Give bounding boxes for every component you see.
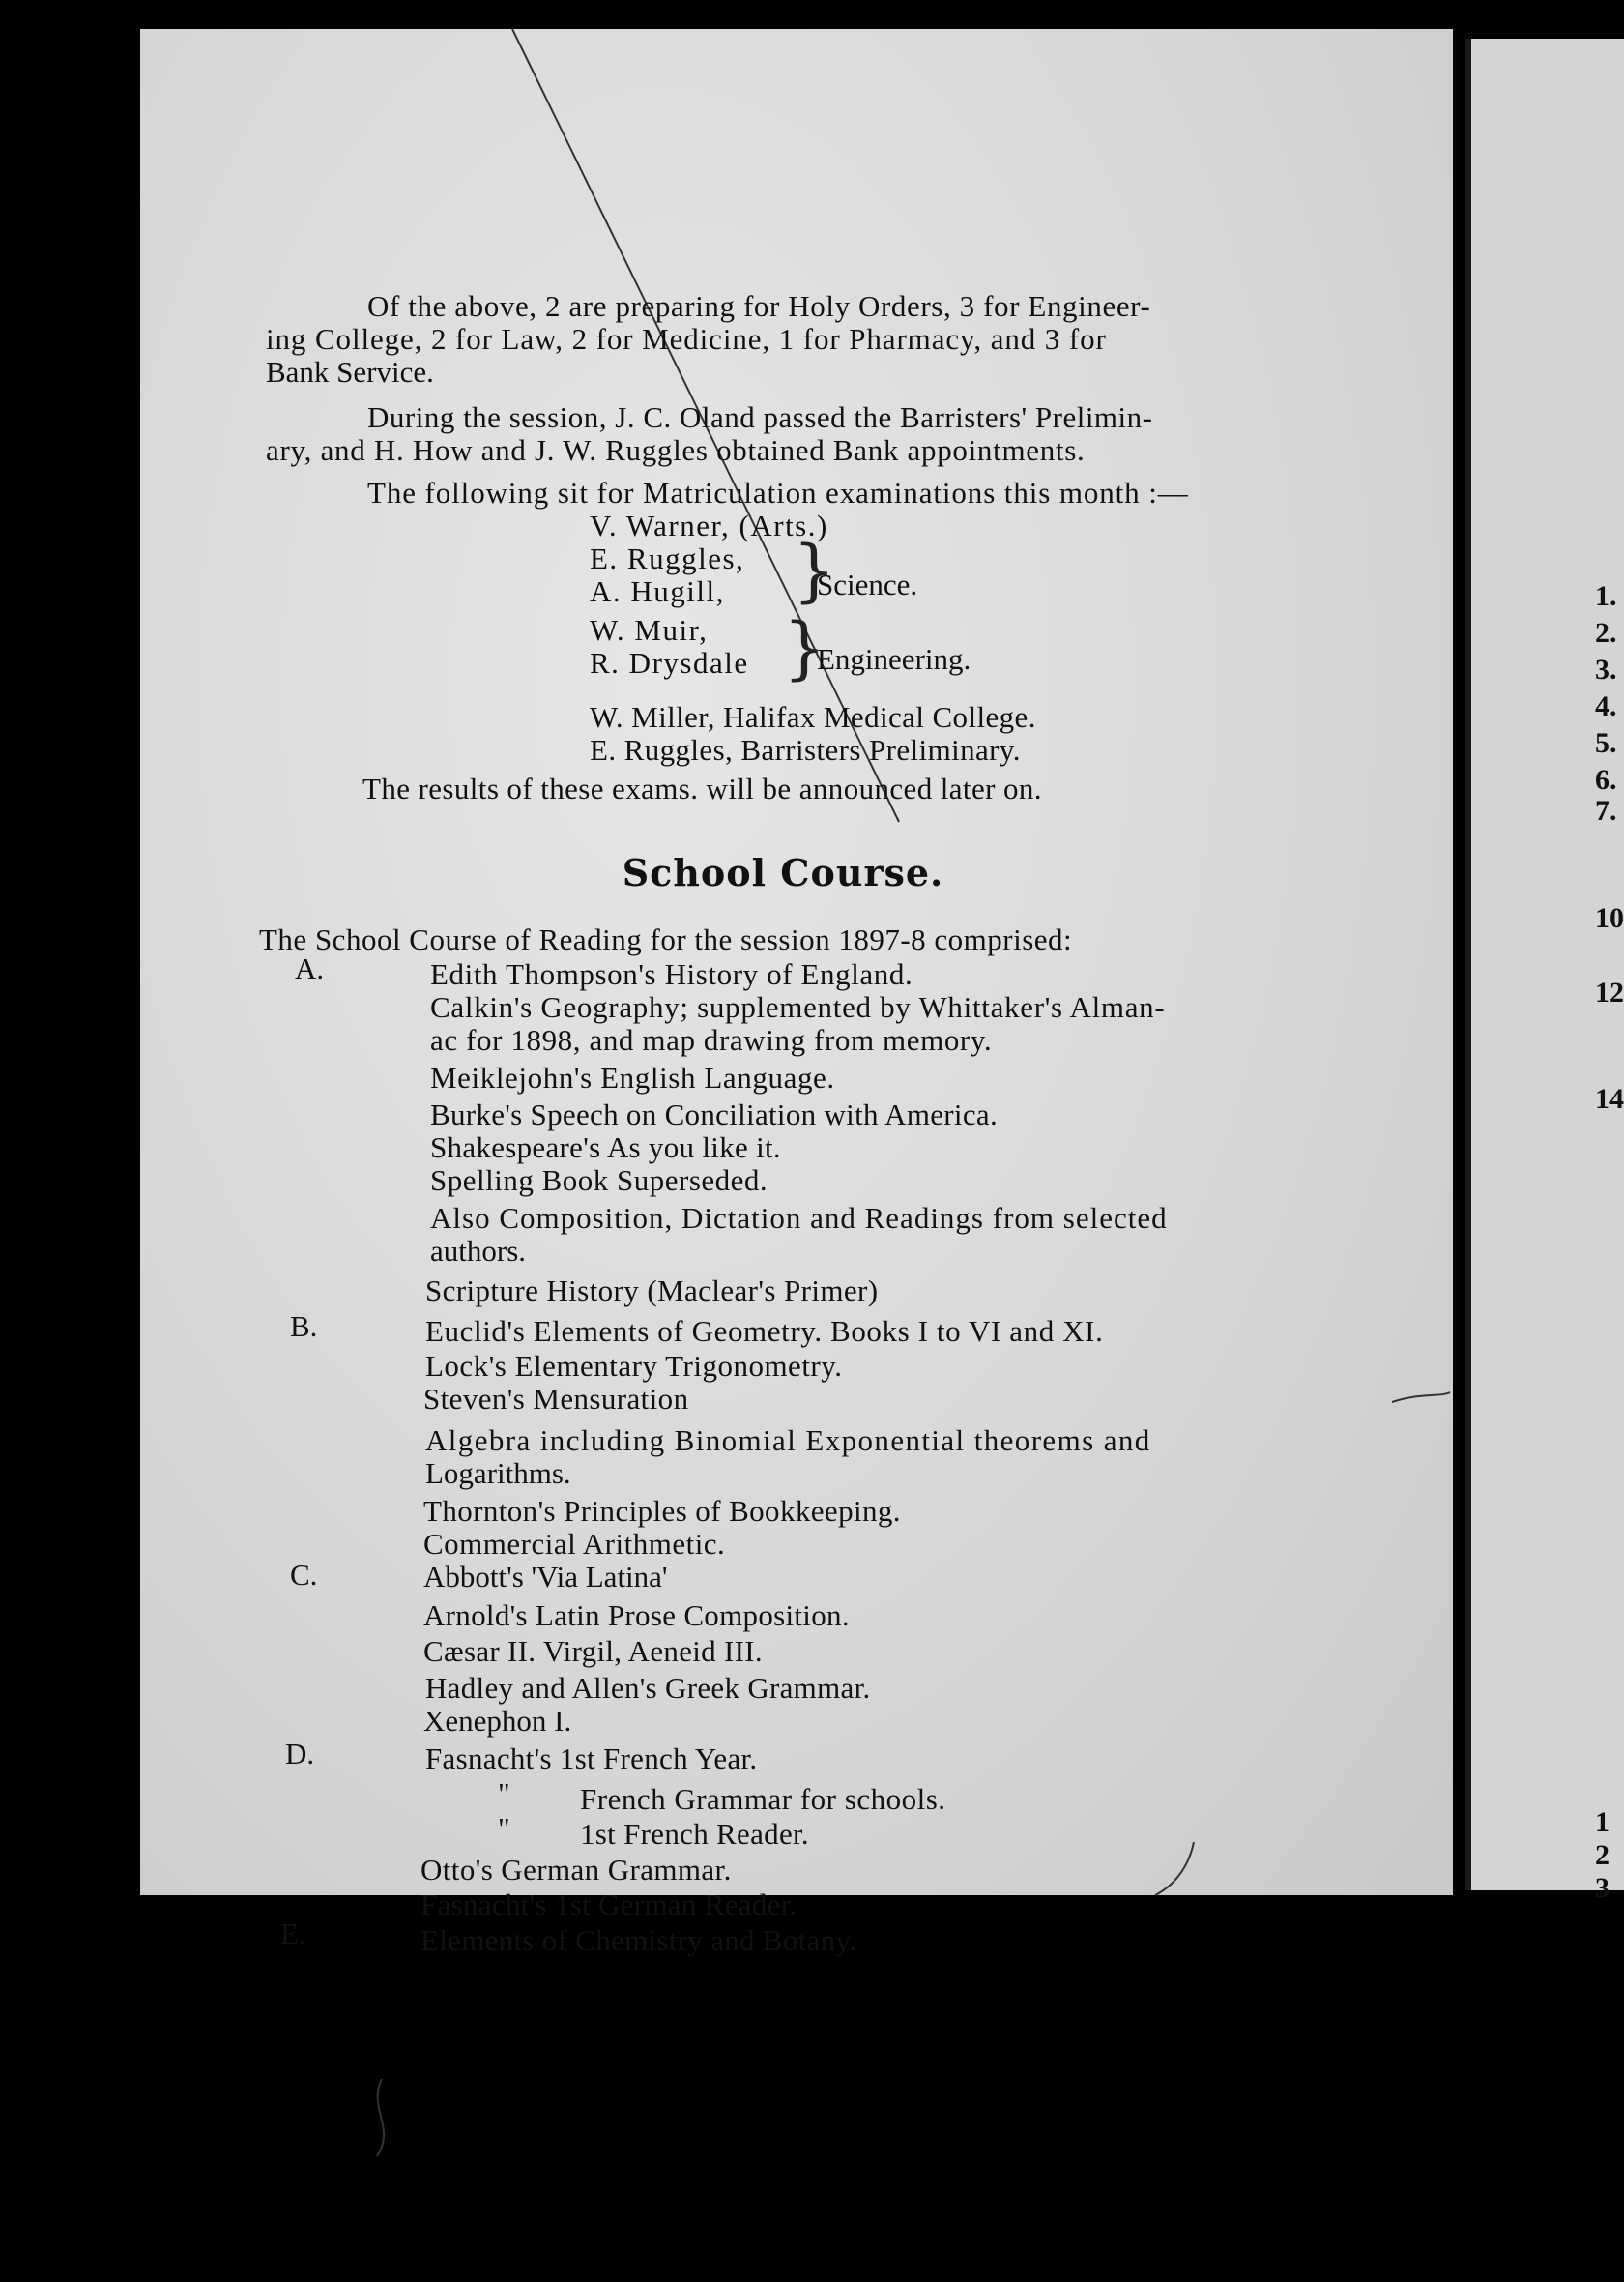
course-intro: The School Course of Reading for the session 1897-8 comprised:: [259, 922, 1073, 956]
margin-num-5: 5.: [1595, 727, 1617, 759]
item-d2-ditto: ": [498, 1776, 510, 1810]
item-d4: Otto's German Grammar.: [420, 1853, 732, 1887]
matric-science: Science.: [817, 568, 918, 601]
section-b-label: B.: [290, 1309, 318, 1343]
item-a8: Scripture History (Maclear's Primer): [425, 1273, 879, 1307]
paragraph2-line1: During the session, J. C. Oland passed the Barristers' Prelimin-: [367, 400, 1153, 434]
margin-num-3: 3.: [1595, 654, 1617, 686]
item-a5: Shakespeare's As you like it.: [430, 1130, 781, 1164]
item-b1: Euclid's Elements of Geometry. Books I to VI and XI.: [425, 1314, 1104, 1348]
matriculation-intro: The following sit for Matriculation examinations this month :—: [367, 476, 1189, 510]
item-d2: French Grammar for schools.: [580, 1782, 946, 1816]
section-d-label: D.: [285, 1737, 315, 1770]
paragraph1-line2: ing College, 2 for Law, 2 for Medicine, 1 for Pharmacy, and 3 for: [266, 322, 1107, 356]
item-a1: Edith Thompson's History of England.: [430, 957, 914, 991]
margin-num-10: 10: [1595, 902, 1624, 934]
item-a3: Meiklejohn's English Language.: [430, 1061, 835, 1095]
item-b4a: Algebra including Binomial Exponential theorems and: [425, 1423, 1151, 1457]
margin-num-1: 1.: [1595, 580, 1617, 612]
item-d3-ditto: ": [498, 1811, 510, 1845]
item-e1: Elements of Chemistry and Botany.: [420, 1923, 857, 1957]
item-d1: Fasnacht's 1st French Year.: [425, 1741, 758, 1775]
margin-num-3b: 3: [1595, 1872, 1610, 1904]
margin-num-14: 14: [1595, 1083, 1624, 1115]
matric-ruggles-barristers: E. Ruggles, Barristers Preliminary.: [590, 733, 1021, 767]
margin-num-1b: 1: [1595, 1806, 1610, 1838]
item-c3: Cæsar II. Virgil, Aeneid III.: [423, 1634, 763, 1668]
item-c5: Xenephon I.: [423, 1704, 572, 1738]
item-d3: 1st French Reader.: [580, 1817, 809, 1851]
item-d5: Fasnacht's 1st German Reader.: [420, 1887, 798, 1921]
item-c2: Arnold's Latin Prose Composition.: [423, 1598, 850, 1632]
item-a7a: Also Composition, Dictation and Readings from selected: [430, 1201, 1168, 1235]
item-a2b: ac for 1898, and map drawing from memory.: [430, 1023, 993, 1057]
margin-num-2b: 2: [1595, 1839, 1610, 1871]
matric-drysdale: R. Drysdale: [590, 646, 749, 680]
margin-num-4: 4.: [1595, 690, 1617, 722]
margin-num-6: 6.: [1595, 764, 1617, 796]
section-a-label: A.: [295, 951, 325, 985]
matric-ruggles: E. Ruggles,: [590, 541, 745, 575]
item-b2: Lock's Elementary Trigonometry.: [425, 1349, 843, 1383]
paragraph2-line2: ary, and H. How and J. W. Ruggles obtained Bank appointments.: [266, 433, 1086, 467]
paragraph1-line3: Bank Service.: [266, 355, 434, 389]
item-b5: Thornton's Principles of Bookkeeping.: [423, 1494, 901, 1528]
margin-num-12: 12: [1595, 977, 1624, 1009]
item-b6: Commercial Arithmetic.: [423, 1527, 726, 1561]
matric-warner: V. Warner, (Arts.): [590, 509, 828, 542]
results-line: The results of these exams. will be announced later on.: [362, 772, 1042, 805]
matric-hugill: A. Hugill,: [590, 574, 725, 608]
item-a7b: authors.: [430, 1234, 527, 1268]
matric-muir: W. Muir,: [590, 613, 709, 647]
section-e-label: E.: [280, 1916, 306, 1950]
engineering-brace: }: [783, 608, 826, 688]
item-c1: Abbott's 'Via Latina': [423, 1560, 668, 1594]
item-c4: Hadley and Allen's Greek Grammar.: [425, 1671, 871, 1705]
science-brace: }: [793, 531, 836, 610]
item-b4b: Logarithms.: [425, 1456, 571, 1490]
margin-num-2: 2.: [1595, 617, 1617, 649]
margin-num-7: 7.: [1595, 795, 1617, 827]
section-heading: School Course.: [622, 851, 944, 894]
section-c-label: C.: [290, 1558, 318, 1592]
item-b3: Steven's Mensuration: [423, 1382, 689, 1416]
item-a6: Spelling Book Superseded.: [430, 1163, 768, 1197]
item-a2a: Calkin's Geography; supplemented by Whittaker's Alman-: [430, 990, 1166, 1024]
matric-engineering: Engineering.: [817, 642, 972, 676]
paragraph1-line1: Of the above, 2 are preparing for Holy Orders, 3 for Engineer-: [367, 289, 1151, 323]
matric-miller: W. Miller, Halifax Medical College.: [590, 700, 1036, 734]
item-a4: Burke's Speech on Conciliation with America.: [430, 1097, 999, 1131]
